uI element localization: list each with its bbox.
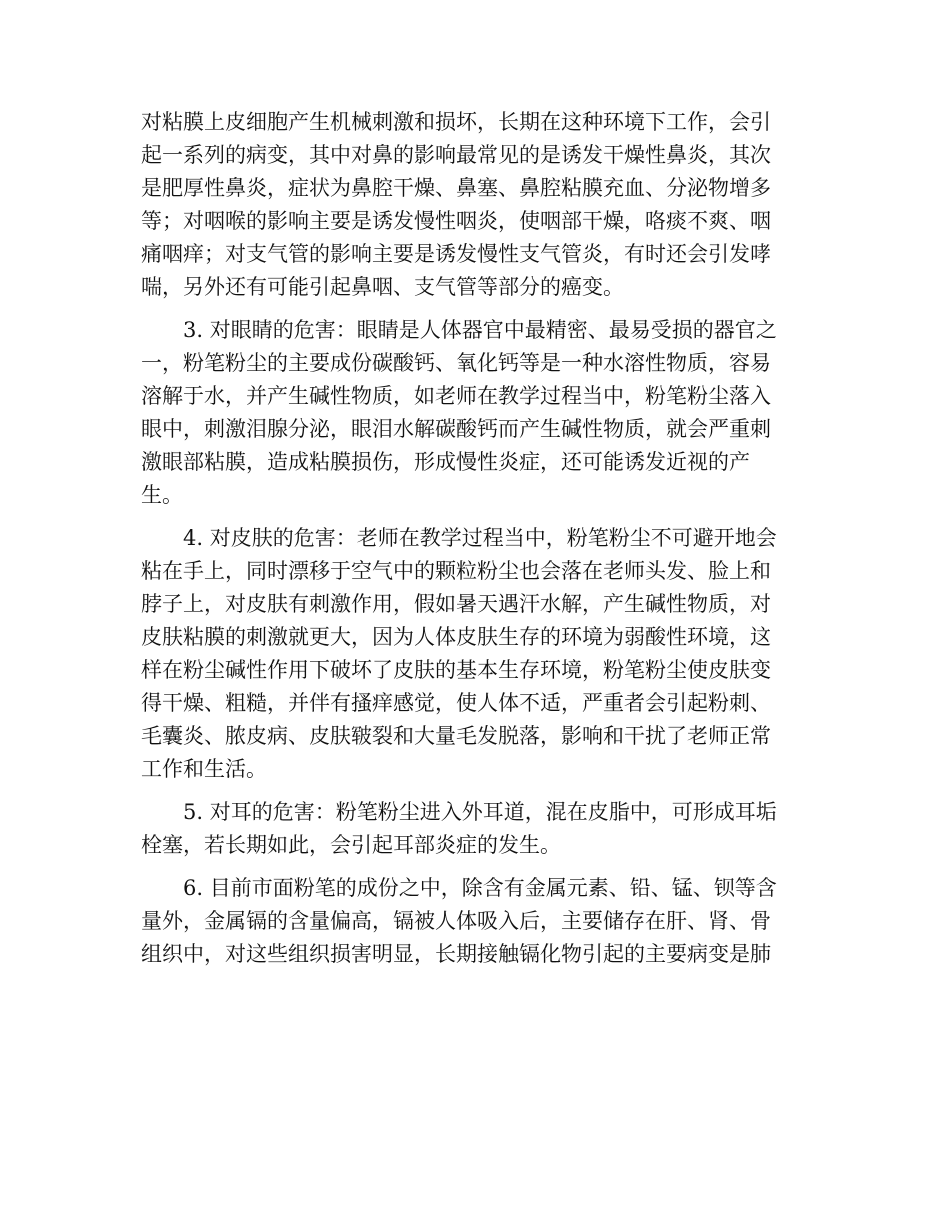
paragraph-ears <box>141 796 801 862</box>
text-line: 得干燥、粗糙，并伴有搔痒感觉，使人体不适，严重者会引起粉刺、 <box>141 691 771 715</box>
text-line: 栓塞，若长期如此，会引起耳部炎症的发生。 <box>141 833 561 857</box>
text-line: 6. 目前市面粉笔的成份之中，除含有金属元素、铅、锰、钡等含 <box>141 876 777 900</box>
text-line: 等；对咽喉的影响主要是诱发慢性咽炎，使咽部干燥，咯痰不爽、咽 <box>141 209 771 233</box>
text-line: 一，粉笔粉尘的主要成份碳酸钙、氧化钙等是一种水溶性物质，容易 <box>141 351 771 375</box>
text-line: 痛咽痒；对支气管的影响主要是诱发慢性支气管炎，有时还会引发哮 <box>141 242 771 266</box>
text-line: 工作和生活。 <box>141 757 267 781</box>
text-line: 皮肤粘膜的刺激就更大，因为人体皮肤生存的环境为弱酸性环境，这 <box>141 625 771 649</box>
text-line: 脖子上，对皮肤有刺激作用，假如暑天遇汗水解，产生碱性物质，对 <box>141 592 771 616</box>
text-line: 粘在手上，同时漂移于空气中的颗粒粉尘也会落在老师头发、脸上和 <box>141 559 771 583</box>
text-line: 组织中，对这些组织损害明显，长期接触镉化物引起的主要病变是肺 <box>141 942 771 966</box>
text-line: 起一系列的病变，其中对鼻的影响最常见的是诱发干燥性鼻炎，其次 <box>141 143 771 167</box>
text-line: 喘，另外还有可能引起鼻咽、支气管等部分的癌变。 <box>141 275 624 299</box>
text-line: 溶解于水，并产生碱性物质，如老师在教学过程当中，粉笔粉尘落入 <box>141 384 771 408</box>
text-line: 3. 对眼睛的危害：眼睛是人体器官中最精密、最易受损的器官之 <box>141 318 777 342</box>
text-line: 样在粉尘碱性作用下破坏了皮肤的基本生存环境，粉笔粉尘使皮肤变 <box>141 658 771 682</box>
text-line: 激眼部粘膜，造成粘膜损伤，形成慢性炎症，还可能诱发近视的产 <box>141 450 750 474</box>
text-line: 5. 对耳的危害：粉笔粉尘进入外耳道，混在皮脂中，可形成耳垢 <box>141 800 777 824</box>
text-line: 生。 <box>141 483 183 507</box>
paragraph-skin <box>141 522 801 786</box>
text-line: 是肥厚性鼻炎，症状为鼻腔干燥、鼻塞、鼻腔粘膜充血、分泌物增多 <box>141 176 771 200</box>
text-line: 4. 对皮肤的危害：老师在教学过程当中，粉笔粉尘不可避开地会 <box>141 526 777 550</box>
text-line: 对粘膜上皮细胞产生机械刺激和损坏，长期在这种环境下工作，会引 <box>141 110 771 134</box>
text-line: 眼中，刺激泪腺分泌，眼泪水解碳酸钙而产生碱性物质，就会严重刺 <box>141 417 771 441</box>
text-line: 量外，金属镉的含量偏高，镉被人体吸入后，主要储存在肝、肾、骨 <box>141 909 771 933</box>
paragraph-respiratory-continued <box>141 106 801 304</box>
document-page <box>141 106 801 981</box>
text-line: 毛囊炎、脓皮病、皮肤皲裂和大量毛发脱落，影响和干扰了老师正常 <box>141 724 771 748</box>
paragraph-eyes <box>141 314 801 512</box>
paragraph-metals <box>141 872 801 971</box>
